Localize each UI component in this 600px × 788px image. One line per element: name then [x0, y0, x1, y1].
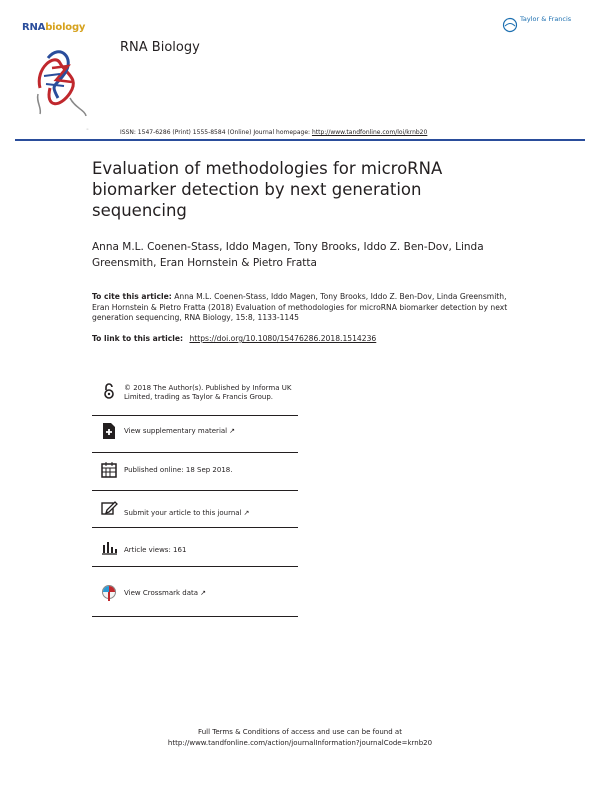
external-link-icon: ↗ [200, 589, 206, 597]
calendar-icon [100, 461, 118, 479]
supplementary-label: View supplementary material [124, 427, 228, 435]
crossmark-link[interactable] [124, 589, 298, 598]
article-title: Evaluation of methodologies for microRNA biomarker detection by next generation sequencing [92, 159, 443, 220]
citation-block [92, 292, 512, 324]
license-text: © 2018 The Author(s). Published by Informa UK Limited, trading as Taylor & Francis Group. [124, 384, 292, 401]
panel-divider [92, 452, 298, 453]
publisher-name: Taylor & Francis [520, 15, 572, 23]
open-access-icon [100, 382, 118, 400]
publisher-logo-icon [502, 17, 518, 33]
logo-biology: biology [45, 22, 86, 33]
bar-chart-icon [100, 538, 118, 556]
submit-label: Submit your article to this journal [124, 509, 242, 517]
doi-link[interactable]: https://doi.org/10.1080/15476286.2018.1514236 [189, 334, 377, 343]
crossmark-label: View Crossmark data [124, 589, 199, 597]
edit-icon [100, 499, 118, 517]
footer-terms-link[interactable]: http://www.tandfonline.com/action/journalInformation?journalCode=krnb20 [167, 738, 433, 747]
article-authors: Anna M.L. Coenen-Stass, Iddo Magen, Tony Brooks, Iddo Z. Ben-Dov, Linda Greensmith, Eran Hornstein & Pietro Fratta [92, 241, 484, 269]
document-add-icon [100, 422, 118, 440]
header-divider [15, 139, 585, 141]
panel-divider [92, 527, 298, 528]
panel-divider [92, 616, 298, 617]
submit-link[interactable] [124, 509, 298, 518]
footer-line-1: Full Terms & Conditions of access and use can be found at [198, 728, 402, 736]
external-link-icon: ↗ [243, 509, 250, 517]
journal-cover-molecule-image [30, 38, 90, 118]
article-views: Article views: 161 [124, 546, 187, 554]
external-link-icon: ↗ [229, 427, 235, 435]
citation-label: To cite this article: [92, 292, 172, 301]
issn-line [120, 129, 427, 136]
footer-terms [0, 727, 600, 748]
panel-divider [92, 490, 298, 491]
journal-homepage-link[interactable]: http://www.tandfonline.com/loi/krnb20 [311, 129, 428, 136]
article-link-row [92, 334, 376, 343]
logo-rna: RNA [22, 22, 46, 33]
journal-logo-text [22, 22, 85, 33]
panel-divider [92, 566, 298, 567]
published-date: Published online: 18 Sep 2018. [124, 466, 233, 474]
journal-name: RNA Biology [120, 40, 200, 55]
crossref-icon: ◦ [86, 127, 89, 133]
publisher-logo[interactable] [508, 16, 582, 36]
issn-text: ISSN: 1547-6286 (Print) 1555-8584 (Online) Journal homepage: [120, 129, 312, 136]
supplementary-link[interactable] [124, 427, 298, 436]
crossmark-icon [100, 584, 118, 602]
panel-divider [92, 415, 298, 416]
citation-text: Anna M.L. Coenen-Stass, Iddo Magen, Tony Brooks, Iddo Z. Ben-Dov, Linda Greensmith, Eran Hornstein & Pietro Fratta (2018) Evaluation of methodologies for microRNA biomarker detection by next generation sequencing, RNA Biology, 15:8, 1133-1145 [92, 292, 508, 322]
link-label: To link to this article: [92, 334, 184, 343]
